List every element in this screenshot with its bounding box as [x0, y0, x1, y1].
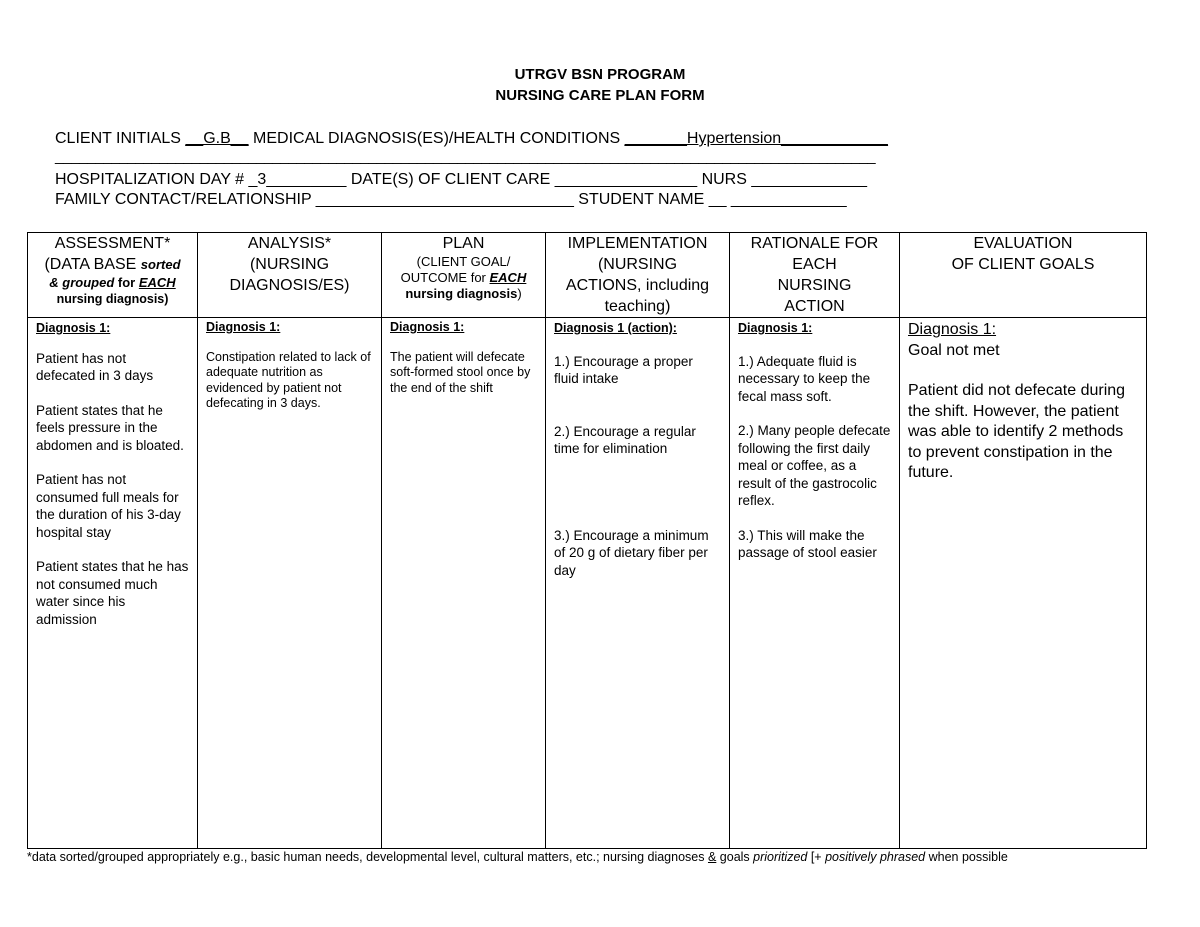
care-dates-field[interactable]: ________________ [554, 171, 698, 188]
implementation-cell[interactable] [546, 318, 730, 849]
implementation-item: 2.) Encourage a regular time for elimination [554, 423, 696, 456]
footnote: *data sorted/grouped appropriately e.g., basic human needs, developmental level, cultural matters, etc.; nursing diagnoses & goals prioritized [+ positively phrased when possible [27, 850, 1008, 864]
hospitalization-day-field[interactable]: _3_________ [248, 171, 347, 188]
family-contact-label: FAMILY CONTACT/RELATIONSHIP [55, 191, 316, 208]
care-dates-label: DATE(S) OF CLIENT CARE [346, 171, 555, 188]
assessment-item: Patient states that he feels pressure in the abdomen and is bloated. [36, 402, 184, 453]
header-rationale: RATIONALE FOR EACH NURSING ACTION [730, 233, 900, 318]
client-info-line-3 [55, 190, 847, 210]
hospitalization-day-label: HOSPITALIZATION DAY # [55, 171, 249, 188]
evaluation-text: Patient did not defecate during the shift. However, the patient was able to identify 2 methods to prevent constipation in the future. [908, 382, 1126, 481]
assessment-item: Patient has not consumed full meals for the duration of his 3-day hospital stay [36, 472, 181, 540]
nurs-label: NURS [697, 171, 752, 188]
client-info-line-1 [55, 129, 888, 149]
client-info-line-2 [55, 170, 867, 190]
plan-diagnosis-label: Diagnosis 1: [390, 320, 465, 334]
rationale-item: 2.) Many people defecate following the first daily meal or coffee, as a result of the gastrocolic reflex. [738, 423, 891, 508]
rationale-diagnosis-label: Diagnosis 1: [738, 321, 813, 335]
form-title: NURSING CARE PLAN FORM [495, 87, 705, 104]
plan-text: The patient will defecate soft-formed stool once by the end of the shift [390, 349, 531, 395]
nurs-field[interactable]: _____________ [751, 171, 868, 188]
table-header-row [28, 233, 1147, 318]
assessment-item: Patient has not defecated in 3 days [36, 350, 154, 383]
medical-diagnosis-field[interactable]: _______Hypertension____________ [624, 130, 888, 147]
evaluation-diagnosis-label: Diagnosis 1: [908, 321, 997, 338]
analysis-text: Constipation related to lack of adequate nutrition as evidenced by patient not defecating in 3 days. [206, 349, 371, 410]
header-evaluation: EVALUATION OF CLIENT GOALS [900, 233, 1147, 318]
rationale-cell[interactable] [730, 318, 900, 849]
student-name-label: STUDENT NAME [573, 191, 709, 208]
continuation-line: ______________________________________________________________________________________________________ [55, 148, 876, 165]
analysis-diagnosis-label: Diagnosis 1: [206, 320, 281, 334]
evaluation-cell[interactable] [900, 318, 1147, 849]
medical-diagnosis-label: MEDICAL DIAGNOSIS(ES)/HEALTH CONDITIONS [248, 130, 625, 147]
plan-cell[interactable] [382, 318, 546, 849]
header-analysis: ANALYSIS* (NURSING DIAGNOSIS/ES) [198, 233, 382, 318]
student-name-field[interactable]: __ _____________ [708, 191, 847, 208]
header-assessment: ASSESSMENT* (DATA BASE sorted & grouped for EACH nursing diagnosis) [28, 233, 198, 318]
family-contact-field[interactable]: _____________________________ [315, 191, 574, 208]
rationale-item: 3.) This will make the passage of stool easier [738, 527, 877, 560]
rationale-item: 1.) Adequate fluid is necessary to keep the fecal mass soft. [738, 353, 871, 404]
program-title: UTRGV BSN PROGRAM [514, 66, 686, 83]
client-initials-field[interactable]: __G.B__ [185, 130, 249, 147]
table-body-row [28, 318, 1147, 849]
client-initials-label: CLIENT INITIALS [55, 130, 186, 147]
analysis-cell[interactable] [198, 318, 382, 849]
header-plan: PLAN (CLIENT GOAL/ OUTCOME for EACH nursing diagnosis) [382, 233, 546, 318]
implementation-diagnosis-label: Diagnosis 1 (action): [554, 321, 677, 335]
header-implementation: IMPLEMENTATION (NURSING ACTIONS, including teaching) [546, 233, 730, 318]
assessment-item: Patient states that he has not consumed much water since his admission [36, 559, 189, 627]
implementation-item: 3.) Encourage a minimum of 20 g of dietary fiber per day [554, 527, 709, 578]
implementation-item: 1.) Encourage a proper fluid intake [554, 353, 693, 386]
evaluation-status: Goal not met [908, 341, 1000, 359]
assessment-cell[interactable] [28, 318, 198, 849]
care-plan-table [27, 232, 1147, 849]
assessment-diagnosis-label: Diagnosis 1: [36, 321, 111, 335]
